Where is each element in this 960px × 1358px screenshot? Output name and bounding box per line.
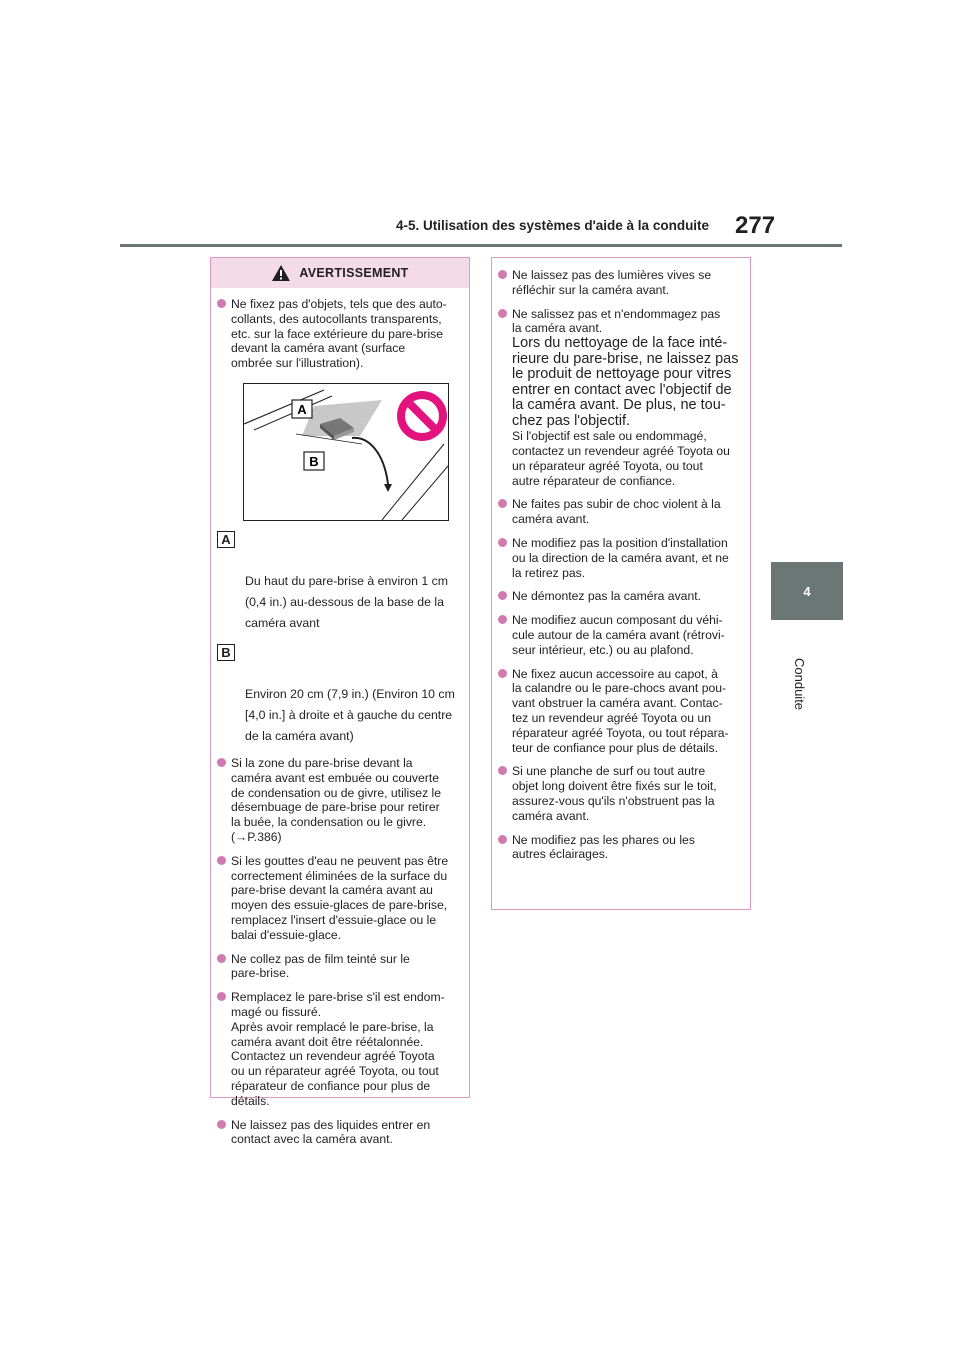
list-item-text: Si les gouttes d'eau ne peuvent pas être correctement éliminées de la surface du pare-brise devant la caméra avant au moyen des essuie-glaces de pare-brise, remplacez l'insert d'essuie-glace ou le balai d'essuie-glace.	[231, 853, 449, 942]
list-item-text: Si la zone du pare-brise devant la caméra avant est embuée ou couverte de condensation ou de givre, utilisez le désembuage de pare-brise pour retirer la buée, la condensation ou le givre. (→P.386)	[231, 755, 442, 844]
bullet-dot-icon	[498, 766, 507, 775]
bullet-dot-icon	[498, 669, 507, 678]
list-item	[217, 1118, 461, 1148]
lens-damage-text: Si l'objectif est sale ou endommagé, contactez un revendeur agréé Toyota ou un réparateur agréé Toyota, ou tout autre réparateur de confiance.	[512, 429, 730, 488]
bullet-dot-icon	[498, 309, 507, 318]
list-item-text: Ne laissez pas des lumières vives se réfléchir sur la caméra avant.	[512, 268, 712, 297]
list-item	[498, 589, 742, 604]
warning-box-left	[210, 257, 470, 1147]
list-item-text: Ne faites pas subir de choc violent à la caméra avant.	[512, 497, 721, 527]
list-item-text: Ne fixez aucun accessoire au capot, à la calandre ou le pare-chocs avant pou- vant obstruer la caméra avant. Contac- tez un revendeur agréé Toyota ou un réparateur agréé Toyota, ou tout répara- teur de confiance pour plus de détails.	[512, 666, 729, 755]
bullet-dot-icon	[498, 615, 507, 624]
callout-b-label: B	[309, 453, 319, 469]
warning-title: AVERTISSEMENT	[299, 266, 409, 280]
list-item-text: Si une planche de surf ou tout autre objet long doivent être fixés sur le toit, assurez-vous qu'ils n'obstruent pas la caméra avant.	[512, 764, 717, 823]
list-item	[217, 756, 461, 845]
illustration-drawing	[244, 384, 448, 520]
list-item-text: Ne modifiez pas la position d'installation ou la direction de la caméra avant, et ne la retirez pas.	[512, 535, 729, 580]
list-item-text: Ne modifiez pas les phares ou les autres éclairages.	[512, 832, 695, 862]
warning-box-right	[491, 257, 751, 910]
list-item	[217, 854, 461, 943]
page-number: 277	[735, 212, 776, 239]
legend-text-a: Du haut du pare-brise à environ 1 cm (0,4 in.) au-dessous de la base de la caméra avant	[245, 573, 449, 630]
bullet-dot-icon	[217, 299, 226, 308]
list-item	[217, 990, 461, 1108]
bullet-dot-icon	[217, 758, 226, 767]
list-item	[498, 667, 742, 756]
list-item	[498, 536, 742, 580]
list-item	[498, 268, 742, 298]
list-item-text: Ne modifiez aucun composant du véhi- cule autour de la caméra avant (rétrovi- seur intérieur, etc.) ou au plafond.	[512, 613, 725, 657]
chapter-tab[interactable]	[771, 562, 843, 620]
bullet-dot-icon	[498, 499, 507, 508]
windshield-camera-illustration	[243, 383, 449, 521]
list-item-text: Ne fixez pas d'objets, tels que des auto- collants, des autocollants transparents, etc. sur la face extérieure du pare-brise devant la caméra avant (surface ombrée sur l'illustration).	[231, 297, 447, 371]
bullet-dot-icon	[498, 835, 507, 844]
list-item-text: Remplacez le pare-brise s'il est endom- magé ou fissuré. Après avoir remplacé le pare-brise, la caméra avant doit être réétalonnée. Contactez un revendeur agréé Toyota ou un réparateur agréé Toyota, ou tout réparateur de confiance pour plus de détails.	[231, 990, 445, 1108]
legend-marker-b: B	[217, 644, 235, 661]
section-title: 4-5. Utilisation des systèmes d'aide à la conduite	[396, 218, 710, 233]
list-item-text: Ne laissez pas des liquides entrer en contact avec la caméra avant.	[231, 1117, 431, 1147]
bullet-dot-icon	[217, 856, 226, 865]
warning-triangle-icon	[271, 264, 291, 282]
callout-a-label: A	[297, 401, 307, 417]
list-item-text: Ne salissez pas et n'endommagez pas la caméra avant.	[512, 306, 721, 336]
header-rule	[120, 244, 842, 247]
list-item-text: Ne collez pas de film teinté sur le pare-brise.	[231, 951, 410, 981]
bullet-dot-icon	[498, 270, 507, 279]
list-item	[498, 497, 742, 527]
list-item	[498, 613, 742, 657]
list-item	[498, 307, 742, 489]
bullet-dot-icon	[217, 954, 226, 963]
legend-marker-a: A	[217, 531, 235, 548]
list-item	[217, 297, 461, 371]
bullet-dot-icon	[498, 538, 507, 547]
warning-header	[211, 258, 469, 288]
cleaning-instruction-text: Lors du nettoyage de la face inté- rieure du pare-brise, ne laissez pas le produit de nettoyage pour vitres entrer en contact avec l'objectif de la caméra avant. De plus, ne tou- chez pas l'objectif.	[512, 335, 739, 429]
list-item-text: Ne démontez pas la caméra avant.	[512, 589, 702, 604]
list-item	[217, 952, 461, 982]
chapter-label: Conduite	[792, 658, 807, 711]
legend-text-b: Environ 20 cm (7,9 in.) (Environ 10 cm [4,0 in.] à droite et à gauche du centre de la caméra avant)	[245, 686, 455, 743]
bullet-dot-icon	[498, 591, 507, 600]
legend-item-a	[217, 529, 461, 634]
list-item	[498, 833, 742, 863]
chapter-number: 4	[803, 583, 811, 599]
legend-item-b	[217, 642, 461, 747]
list-item	[498, 764, 742, 823]
bullet-dot-icon	[217, 992, 226, 1001]
no-entry-icon	[397, 391, 447, 441]
bullet-dot-icon	[217, 1120, 226, 1129]
